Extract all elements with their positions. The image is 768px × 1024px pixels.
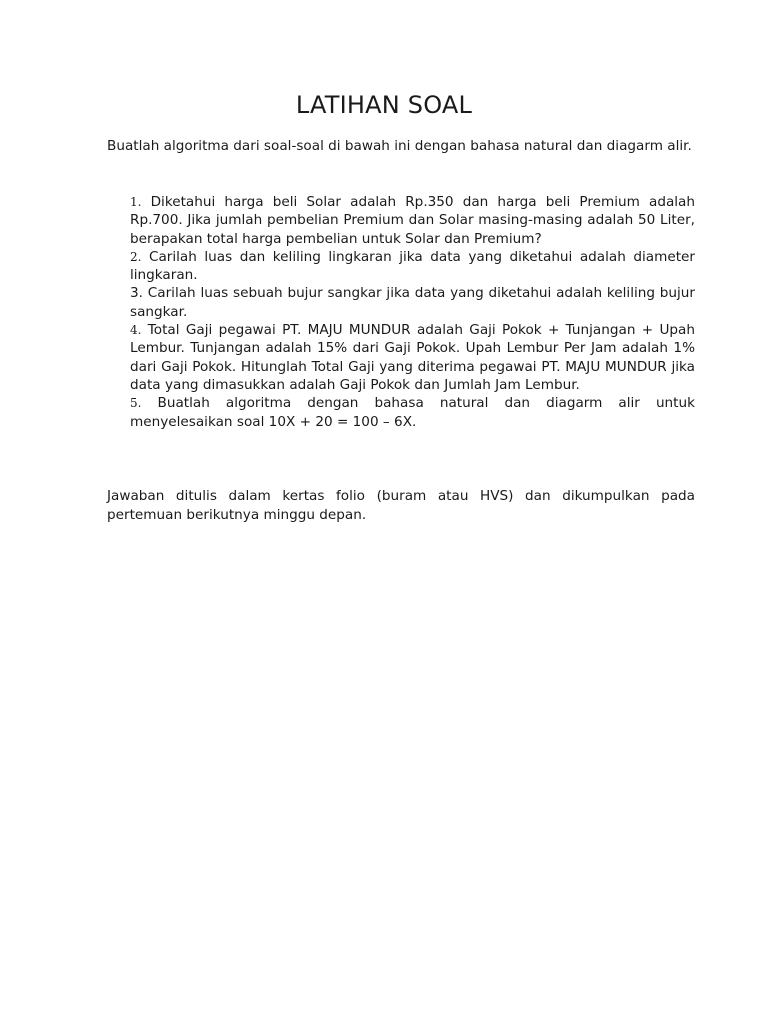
page-title: LATIHAN SOAL [295,91,473,119]
question-text: Carilah luas sebuah bujur sangkar jika data yang diketahui adalah keliling bujur sangkar. [130,285,695,320]
question-list [130,193,695,431]
question-number: 1. [130,195,142,209]
intro-paragraph: Buatlah algoritma dari soal-soal di bawah ini dengan bahasa natural dan diagarm alir. [107,138,692,154]
question-number: 2. [130,249,142,264]
list-item [130,321,695,394]
list-item [130,193,695,248]
list-item [130,284,695,321]
question-number: 5. [130,396,142,411]
question-text: Total Gaji pegawai PT. MAJU MUNDUR adalah Gaji Pokok + Tunjangan + Upah Lembur. Tunjangan adalah 15% dari Gaji Pokok. Upah Lembur Per Jam adalah 1% dari Gaji Pokok. Hitunglah Total Gaji yang diterima pegawai PT. MAJU MUNDUR jika data yang dimasukkan adalah Gaji Pokok dan Jumlah Jam Lembur. [130,322,695,393]
question-text: Diketahui harga beli Solar adalah Rp.350 dan harga beli Premium adalah Rp.700. Jika jumlah pembelian Premium dan Solar masing-masing adalah 50 Liter, berapakan total harga pembelian untuk Solar dan Premium? [130,194,696,247]
list-item [130,248,695,285]
question-text: Carilah luas dan keliling lingkaran jika data yang diketahui adalah diameter lingkaran. [130,248,695,284]
closing-paragraph: Jawaban ditulis dalam kertas folio (buram atau HVS) dan dikumpulkan pada pertemuan berikutnya minggu depan. [107,488,695,523]
list-item [130,394,695,431]
question-number: 4. [130,323,142,338]
question-number: 3. [130,285,143,302]
question-text: Buatlah algoritma dengan bahasa natural dan diagarm alir untuk menyelesaikan soal 10X + 20 = 100 – 6X. [130,395,695,430]
